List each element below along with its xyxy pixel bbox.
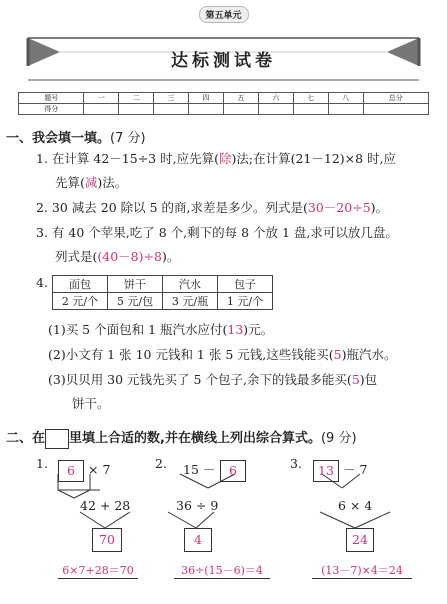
score-input[interactable] — [189, 104, 224, 115]
score-cell: 五 — [223, 93, 258, 104]
score-input[interactable] — [154, 104, 189, 115]
question-3-line2 — [55, 249, 179, 265]
price-value-row — [53, 293, 273, 310]
section2-title-a: 二、在 — [6, 431, 46, 446]
p3-formula[interactable]: (13－7)×4＝24 — [312, 562, 412, 579]
score-header-row — [19, 93, 429, 104]
price-item: 面包 — [53, 276, 108, 293]
q4-sub3-text-b: )包 — [359, 372, 378, 387]
q4-sub3-text-c: 饼干。 — [72, 396, 110, 411]
q2-answer[interactable]: 30－20÷5 — [307, 200, 371, 215]
page-title: 达标测试卷 — [171, 51, 276, 71]
q1-text-b: )法;在计算(21－12)×8 时,应 — [231, 151, 397, 166]
question-1 — [36, 151, 441, 167]
p2-middle-expr: 36 ÷ 9 — [176, 498, 219, 513]
p1-middle-expr: 42 + 28 — [80, 498, 131, 513]
p1-top-rest: × 7 — [88, 462, 111, 477]
score-cell: 总分 — [363, 93, 428, 104]
score-cell: 四 — [189, 93, 224, 104]
section2-heading — [6, 427, 357, 449]
p3-result-box[interactable]: 24 — [346, 528, 374, 552]
price-value: 5 元/包 — [108, 293, 163, 310]
score-cell: 八 — [328, 93, 363, 104]
section1-title: 一、我会填一填。 — [6, 131, 111, 146]
score-input[interactable] — [84, 104, 119, 115]
q4-sub1 — [48, 322, 273, 338]
q2-text-a: 30 减去 20 除以 5 的商,求差是多少。列式是( — [51, 200, 308, 215]
score-row-label: 得分 — [19, 104, 84, 115]
score-input[interactable] — [328, 104, 363, 115]
p3-top-box[interactable]: 13 — [313, 460, 339, 482]
p1-number: 1. — [36, 456, 48, 471]
unit-tag: 第五单元 — [198, 6, 248, 23]
score-input[interactable] — [223, 104, 258, 115]
p1-top-box[interactable]: 6 — [58, 460, 84, 482]
q2-number: 2. — [36, 200, 48, 215]
score-cell: 二 — [119, 93, 154, 104]
p3-top-rest: － 7 — [343, 462, 368, 477]
score-value-row — [19, 104, 429, 115]
q4-sub2-text-b: )瓶汽水。 — [341, 347, 397, 362]
q4-sub1-text-a: (1)买 5 个面包和 1 瓶汽水应付( — [48, 322, 228, 337]
q4-sub1-text-b: )元。 — [243, 322, 274, 337]
question-2 — [36, 200, 388, 216]
q3-text-b: 列式是( — [55, 249, 98, 264]
q3-answer[interactable]: (40－8)÷8 — [97, 249, 162, 264]
score-input[interactable] — [363, 104, 428, 115]
p2-result-box[interactable]: 4 — [184, 528, 212, 552]
q4-sub1-answer[interactable]: 13 — [227, 322, 244, 337]
price-table — [52, 275, 273, 310]
p2-top-box[interactable]: 6 — [220, 460, 246, 482]
score-input[interactable] — [258, 104, 293, 115]
q3-text-c: )。 — [161, 249, 180, 264]
q3-number: 3. — [36, 225, 48, 240]
q4-number: 4. — [36, 275, 48, 290]
q4-sub3-text-a: (3)贝贝用 30 元钱先买了 5 个包子,余下的钱最多能买( — [48, 372, 352, 387]
question-3 — [36, 225, 398, 241]
price-header-row — [53, 276, 273, 293]
p2-top-left: 15 － — [183, 462, 216, 477]
p2-number: 2. — [155, 456, 167, 471]
score-table — [18, 92, 429, 115]
q4-sub2-text-a: (2)小文有 1 张 10 元钱和 1 张 5 元钱,这些钱能买( — [48, 347, 334, 362]
score-input[interactable] — [119, 104, 154, 115]
section1-heading — [6, 127, 146, 146]
score-input[interactable] — [293, 104, 328, 115]
section2-points: (9 分) — [320, 431, 357, 446]
price-value: 1 元/个 — [218, 293, 273, 310]
score-cell: 题号 — [19, 93, 84, 104]
q1-number: 1. — [36, 151, 48, 166]
q1-answer-2[interactable]: 减 — [84, 175, 98, 190]
price-item: 包子 — [218, 276, 273, 293]
score-cell: 六 — [258, 93, 293, 104]
p3-number: 3. — [290, 456, 302, 471]
p2-formula[interactable]: 36÷(15－6)＝4 — [174, 562, 270, 579]
q3-text-a: 有 40 个苹果,吃了 8 个,剩下的每 8 个放 1 盘,求可以放几盘。 — [51, 225, 398, 240]
score-cell: 一 — [84, 93, 119, 104]
section2-title-b: 里填上合适的数,并在横线上列出综合算式。 — [69, 431, 321, 446]
price-item: 汽水 — [163, 276, 218, 293]
q4-sub3-answer[interactable]: 5 — [351, 372, 360, 387]
q4-sub2 — [48, 347, 396, 363]
price-value: 2 元/个 — [53, 293, 108, 310]
p1-formula[interactable]: 6×7+28＝70 — [58, 562, 138, 579]
q1-text-a: 在计算 42－15÷3 时,应先算( — [51, 151, 219, 166]
q1-text-c: 先算( — [55, 175, 85, 190]
section1-points: (7 分) — [110, 131, 146, 146]
score-cell: 七 — [293, 93, 328, 104]
price-item: 饼干 — [108, 276, 163, 293]
p1-result-box[interactable]: 70 — [92, 528, 122, 552]
q4-sub2-answer[interactable]: 5 — [333, 347, 342, 362]
q2-text-b: )。 — [370, 200, 389, 215]
blank-box-icon — [45, 429, 69, 449]
p3-middle-expr: 6 × 4 — [338, 498, 373, 513]
price-value: 3 元/瓶 — [163, 293, 218, 310]
q1-text-d: )法。 — [97, 175, 128, 190]
score-cell: 三 — [154, 93, 189, 104]
q4-sub3 — [48, 372, 443, 388]
q1-answer-1[interactable]: 除 — [218, 151, 232, 166]
question-1-line2 — [55, 175, 127, 191]
